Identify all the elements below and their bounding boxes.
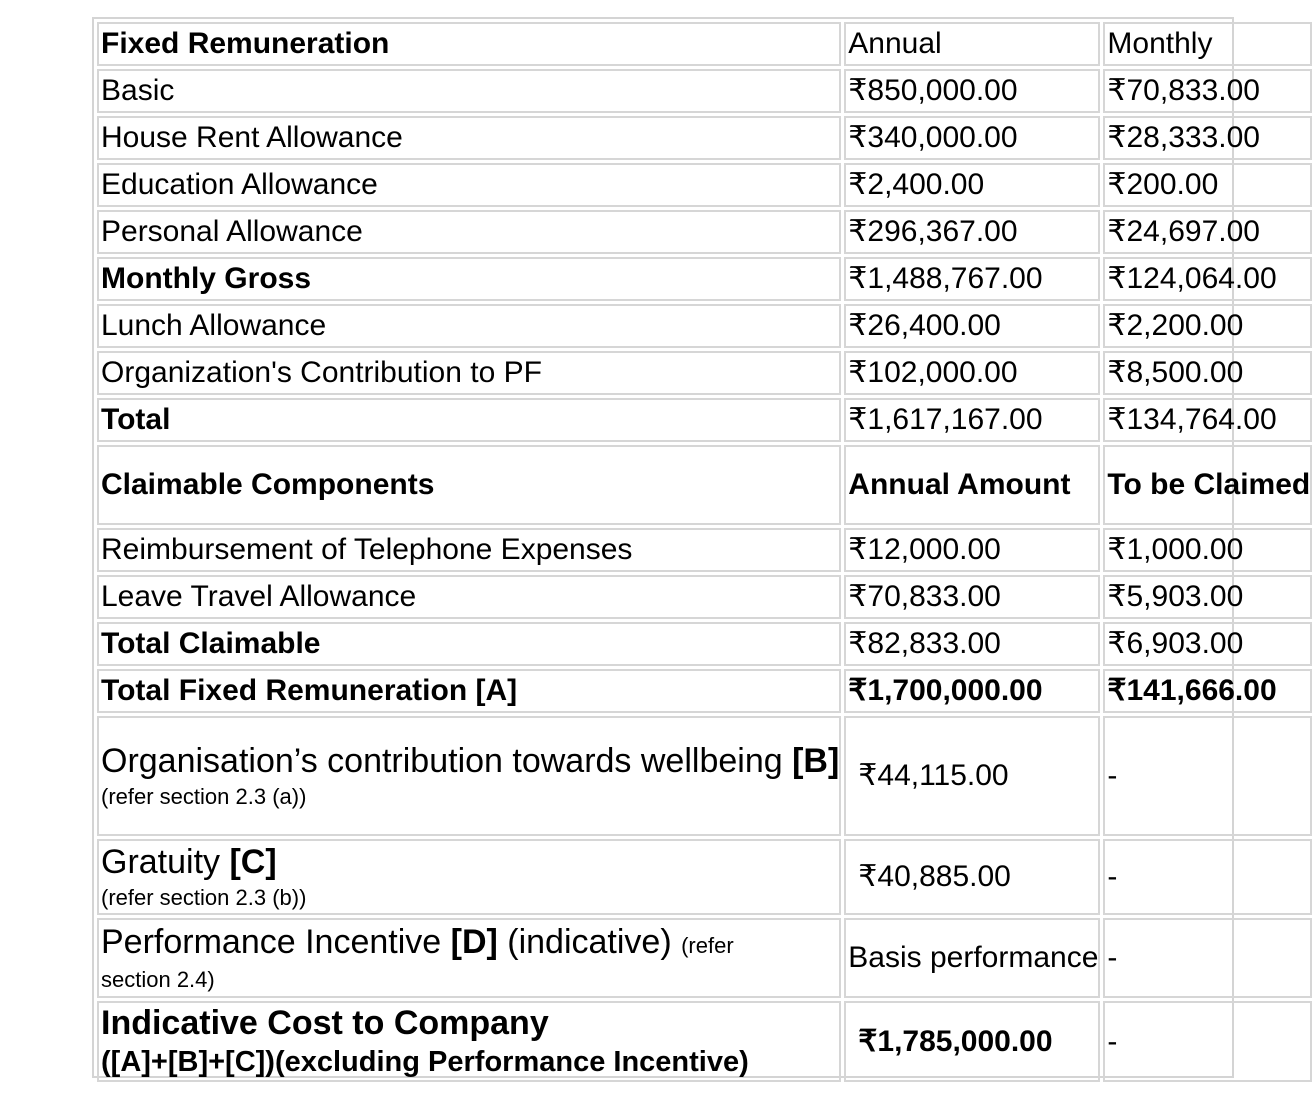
row-label: Total — [97, 398, 841, 442]
row-monthly: ₹6,903.00 — [1103, 622, 1312, 666]
ctc-annual: ₹1,785,000.00 — [844, 1001, 1100, 1082]
claimable-header-row — [97, 445, 1312, 525]
ctc-label-cell — [97, 1001, 841, 1082]
incentive-label: Performance Incentive — [101, 923, 451, 961]
incentive-monthly: - — [1103, 918, 1312, 998]
wellbeing-label: Organisation’s contribution towards wellbeing — [101, 742, 793, 780]
row-monthly: ₹70,833.00 — [1103, 69, 1312, 113]
row-annual: ₹102,000.00 — [844, 351, 1100, 395]
row-label: Education Allowance — [97, 163, 841, 207]
wellbeing-annual: ₹44,115.00 — [844, 716, 1100, 836]
row-annual: ₹82,833.00 — [844, 622, 1100, 666]
table-row — [97, 69, 1312, 113]
incentive-label-cell — [97, 918, 841, 998]
ctc-label: Indicative Cost to Company — [101, 1004, 549, 1042]
wellbeing-row — [97, 716, 1312, 836]
table-header-row — [97, 22, 1312, 66]
row-monthly: ₹1,000.00 — [1103, 528, 1312, 572]
row-label: Total Fixed Remuneration [A] — [97, 669, 841, 713]
ctc-formula: ([A]+[B]+[C])(excluding Performance Incentive) — [101, 1046, 749, 1078]
table-row — [97, 257, 1312, 301]
row-annual: ₹340,000.00 — [844, 116, 1100, 160]
incentive-annual: Basis performance — [844, 918, 1100, 998]
claimable-header-to-be-claimed: To be Claimed — [1103, 445, 1312, 525]
row-label: Total Claimable — [97, 622, 841, 666]
row-label: Reimbursement of Telephone Expenses — [97, 528, 841, 572]
table-row — [97, 116, 1312, 160]
table-row-total — [97, 398, 1312, 442]
gratuity-tag: [C] — [229, 843, 277, 881]
gratuity-label-cell — [97, 839, 841, 915]
row-annual: ₹850,000.00 — [844, 69, 1100, 113]
row-monthly: ₹5,903.00 — [1103, 575, 1312, 619]
table-row — [97, 210, 1312, 254]
row-monthly: ₹141,666.00 — [1103, 669, 1312, 713]
row-annual: ₹296,367.00 — [844, 210, 1100, 254]
gratuity-annual: ₹40,885.00 — [844, 839, 1100, 915]
row-label: Personal Allowance — [97, 210, 841, 254]
row-label: Lunch Allowance — [97, 304, 841, 348]
wellbeing-note: (refer section 2.3 (a)) — [101, 784, 307, 809]
row-monthly: ₹2,200.00 — [1103, 304, 1312, 348]
incentive-note-b: section 2.4) — [101, 967, 215, 992]
salary-table — [94, 19, 1315, 1085]
wellbeing-label-cell — [97, 716, 841, 836]
row-label: Monthly Gross — [97, 257, 841, 301]
table-row — [97, 622, 1312, 666]
row-monthly: ₹134,764.00 — [1103, 398, 1312, 442]
incentive-note-a: (refer — [681, 933, 734, 958]
ctc-monthly: - — [1103, 1001, 1312, 1082]
row-annual: ₹26,400.00 — [844, 304, 1100, 348]
row-monthly: ₹24,697.00 — [1103, 210, 1312, 254]
row-label: House Rent Allowance — [97, 116, 841, 160]
header-component: Fixed Remuneration — [97, 22, 841, 66]
wellbeing-monthly: - — [1103, 716, 1312, 836]
row-annual: ₹2,400.00 — [844, 163, 1100, 207]
row-label: Basic — [97, 69, 841, 113]
table-row-total — [97, 669, 1312, 713]
incentive-tag: [D] — [450, 923, 498, 961]
row-annual: ₹1,488,767.00 — [844, 257, 1100, 301]
row-monthly: ₹124,064.00 — [1103, 257, 1312, 301]
table-row — [97, 163, 1312, 207]
incentive-row — [97, 918, 1312, 998]
header-annual: Annual — [844, 22, 1100, 66]
wellbeing-tag: [B] — [792, 742, 840, 780]
claimable-header-component: Claimable Components — [97, 445, 841, 525]
row-monthly: ₹8,500.00 — [1103, 351, 1312, 395]
header-monthly: Monthly — [1103, 22, 1312, 66]
gratuity-note: (refer section 2.3 (b)) — [101, 885, 307, 910]
row-annual: ₹12,000.00 — [844, 528, 1100, 572]
table-row — [97, 304, 1312, 348]
row-label: Organization's Contribution to PF — [97, 351, 841, 395]
table-row — [97, 528, 1312, 572]
gratuity-row — [97, 839, 1312, 915]
incentive-suffix: (indicative) — [497, 923, 682, 961]
gratuity-monthly: - — [1103, 839, 1312, 915]
row-monthly: ₹28,333.00 — [1103, 116, 1312, 160]
table-row — [97, 575, 1312, 619]
gratuity-label: Gratuity — [101, 843, 230, 881]
ctc-row — [97, 1001, 1312, 1082]
row-annual: ₹1,700,000.00 — [844, 669, 1100, 713]
table-row — [97, 351, 1312, 395]
row-label: Leave Travel Allowance — [97, 575, 841, 619]
row-monthly: ₹200.00 — [1103, 163, 1312, 207]
row-annual: ₹70,833.00 — [844, 575, 1100, 619]
row-annual: ₹1,617,167.00 — [844, 398, 1100, 442]
claimable-header-annual: Annual Amount — [844, 445, 1100, 525]
